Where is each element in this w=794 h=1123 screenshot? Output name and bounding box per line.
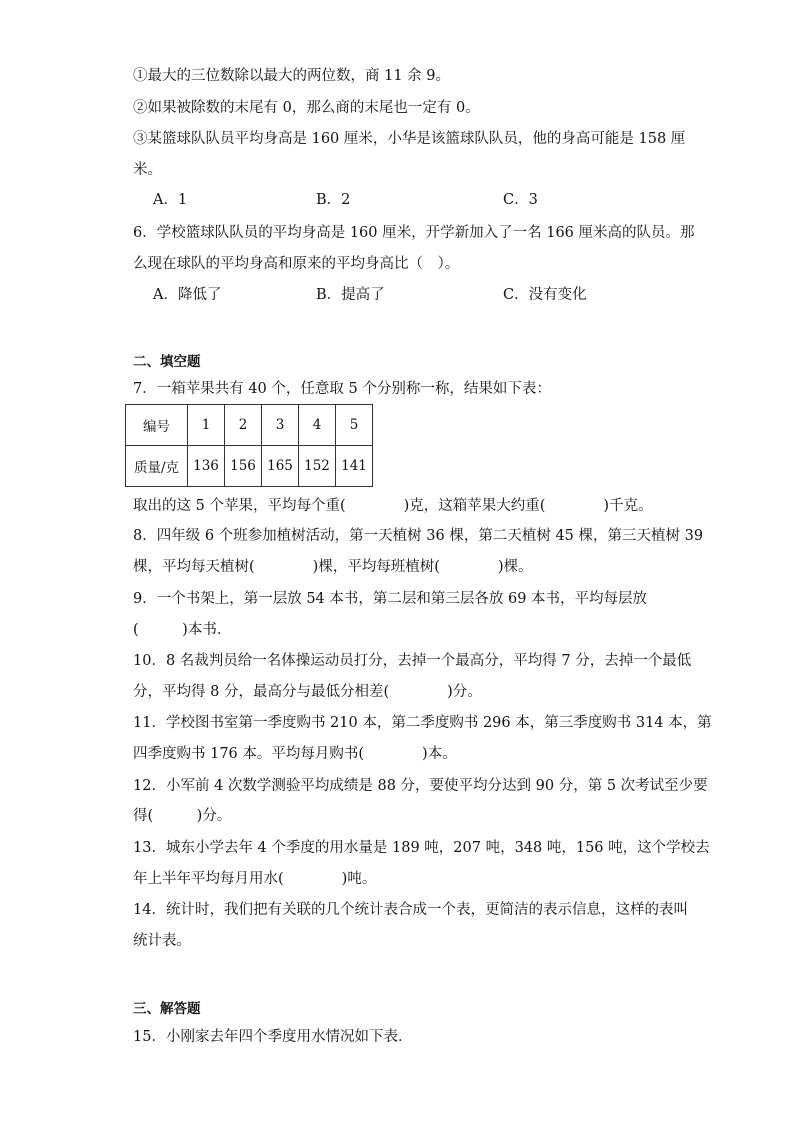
q9-line-1: 9．一个书架上，第一层放 54 本书，第二层和第三层各放 69 本书，平均每层放: [133, 591, 648, 607]
table-header-cell: 3: [262, 405, 299, 446]
q5-item-3: ③某篮球队队员平均身高是 160 厘米，小华是该篮球队队员，他的身高可能是 158 厘: [133, 131, 686, 147]
table-row: [126, 405, 373, 446]
q5-item-2: ②如果被除数的末尾有 0，那么商的末尾也一定有 0。: [133, 100, 480, 116]
q14-line-1: 14．统计时，我们把有关联的几个统计表合成一个表，更简洁的表示信息，这样的表叫: [133, 902, 688, 918]
q6-line-2: 么现在球队的平均身高和原来的平均身高比（ ）。: [133, 256, 460, 272]
q7-question: 取出的这 5 个苹果，平均每个重( )克，这箱苹果大约重( )千克。: [133, 498, 653, 514]
q6-option-b[interactable]: B．提高了: [316, 287, 385, 303]
q11-line-1: 11．学校图书室第一季度购书 210 本，第二季度购书 296 本，第三季度购书 314 本，第: [133, 715, 712, 731]
q12-line-1: 12．小军前 4 次数学测验平均成绩是 88 分，要使平均分达到 90 分，第 5 次考试至少要: [133, 778, 708, 794]
q7-intro: 7．一箱苹果共有 40 个，任意取 5 个分别称一称，结果如下表：: [133, 381, 551, 397]
q5-item-1: ①最大的三位数除以最大的两位数，商 11 余 9。: [133, 68, 451, 84]
section-3-title: 三、解答题: [133, 1001, 201, 1017]
q7-data-table: [125, 404, 373, 487]
q8-line-2: 棵，平均每天植树( )棵，平均每班植树( )棵。: [133, 559, 533, 575]
table-header-cell: 编号: [126, 405, 188, 446]
q5-option-b[interactable]: B．2: [316, 192, 351, 208]
table-header-cell: 2: [225, 405, 262, 446]
q9-line-2: ( )本书．: [133, 622, 232, 638]
table-cell: 152: [299, 446, 336, 487]
q5-option-a[interactable]: A．1: [153, 192, 188, 208]
table-cell: 156: [225, 446, 262, 487]
q13-line-1: 13．城东小学去年 4 个季度的用水量是 189 吨，207 吨，348 吨，156 吨，这个学校去: [133, 840, 710, 856]
q8-line-1: 8．四年级 6 个班参加植树活动，第一天植树 36 棵，第二天植树 45 棵，第三天植树 39: [133, 528, 704, 544]
table-cell: 141: [336, 446, 373, 487]
table-header-cell: 5: [336, 405, 373, 446]
q6-option-c[interactable]: C．没有变化: [503, 287, 587, 303]
table-row: [126, 446, 373, 487]
q10-line-2: 分，平均得 8 分，最高分与最低分相差( )分。: [133, 684, 482, 700]
q11-line-2: 四季度购书 176 本。平均每月购书( )本。: [133, 746, 457, 762]
table-cell: 136: [188, 446, 225, 487]
table-header-cell: 4: [299, 405, 336, 446]
q15-line-1: 15．小刚家去年四个季度用水情况如下表．: [133, 1029, 413, 1045]
table-header-cell: 1: [188, 405, 225, 446]
section-2-title: 二、填空题: [133, 354, 201, 370]
q10-line-1: 10．8 名裁判员给一名体操运动员打分，去掉一个最高分，平均得 7 分，去掉一个最低: [133, 653, 692, 669]
q12-line-2: 得( )分。: [133, 808, 232, 824]
q6-option-a[interactable]: A．降低了: [153, 287, 222, 303]
q13-line-2: 年上半年平均每月用水( )吨。: [133, 871, 377, 887]
q5-option-c[interactable]: C．3: [503, 192, 538, 208]
table-cell: 165: [262, 446, 299, 487]
q14-line-2: 统计表。: [133, 933, 191, 949]
q6-line-1: 6．学校篮球队队员的平均身高是 160 厘米，开学新加入了一名 166 厘米高的队员。那: [133, 225, 695, 241]
table-cell: 质量/克: [126, 446, 188, 487]
q5-item-3-cont: 米。: [133, 162, 162, 178]
